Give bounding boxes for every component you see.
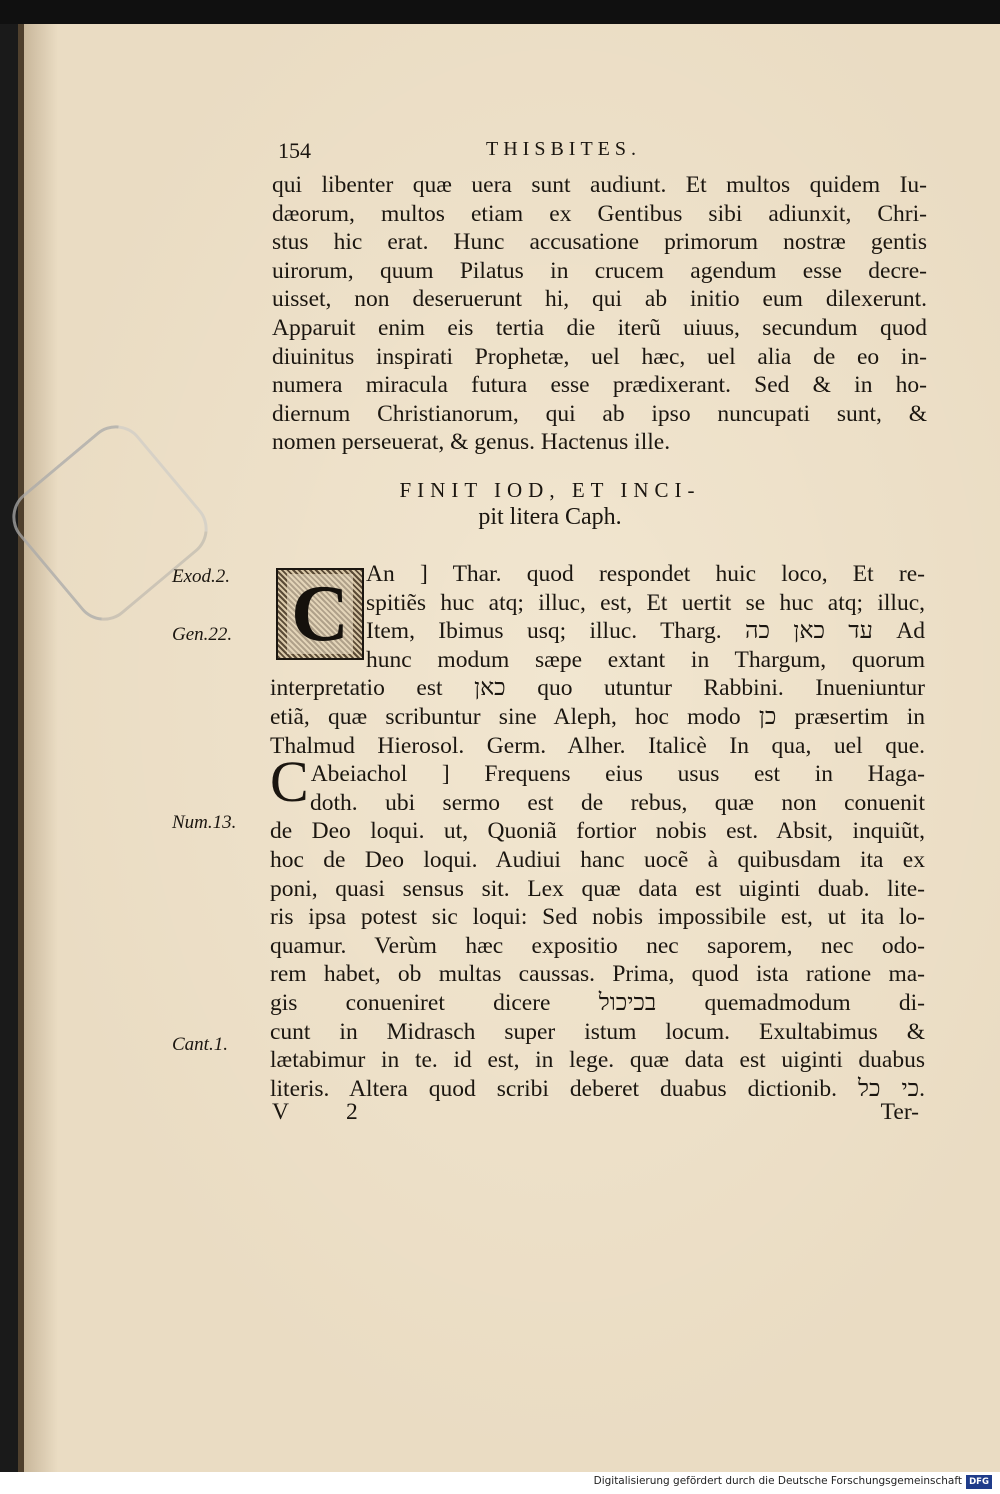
text-line: uirorum, quum Pilatus in crucem agendum esse decre-	[272, 257, 927, 284]
text-line: nomen perseuerat, & genus. Hactenus ille.	[272, 429, 671, 456]
text-line: interpretatio est כאן quo utuntur Rabbini. Inueniuntur	[270, 675, 925, 702]
text-line: Apparuit enim eis tertia die iterũ uiuus, secundum quod	[272, 314, 927, 341]
text-line: gis conueniret dicere בכיכול quemadmodum di-	[270, 989, 925, 1016]
margin-note-exod: Exod.2.	[172, 566, 231, 587]
text-span: Abeiachol ] Frequens eius usus est in Haga-	[310, 761, 925, 788]
text-line: doth. ubi sermo est de rebus, quæ non conuenit	[310, 789, 925, 816]
paragraph-1	[272, 171, 927, 457]
text-line: rem habet, ob multas caussas. Prima, quod ista ratione ma-	[270, 961, 925, 988]
text-line: cunt in Midrasch super istum locum. Exultabimus &	[270, 1018, 925, 1045]
text-line: lætabimur in te. id est, in lege. quæ data est uiginti duabus	[270, 1047, 925, 1074]
text-line: de Deo loqui. ut, Quoniã fortior nobis est. Absit, inquiũt,	[270, 818, 925, 845]
text-line: An ] Thar. quod respondet huic loco, Et re-	[366, 561, 925, 587]
text-line: Thalmud Hierosol. Germ. Alher. Italicè In qua, uel que.	[270, 732, 925, 759]
large-initial-c: C	[270, 749, 309, 815]
margin-note-gen: Gen.22.	[172, 624, 233, 645]
text-line: uisset, non deseruerunt hi, qui ab initio eum dilexerunt.	[272, 286, 927, 313]
page-header	[278, 138, 698, 168]
text-line: diernum Christianorum, qui ab ipso nuncupati sunt, &	[272, 400, 927, 427]
text-line: Item, Ibimus usq; illuc. Tharg. עד כאן כה Ad	[366, 618, 926, 645]
page-signature	[270, 1099, 925, 1129]
paragraph-2	[270, 560, 925, 1103]
text-line: literis. Altera quod scribi deberet duabus dictionib. כי כל.	[270, 1075, 925, 1102]
text-line: spitiẽs huc atq; illuc, est, Et uertit se huc atq; illuc,	[366, 589, 925, 616]
catchword: Ter-	[880, 1099, 919, 1125]
text-line: hunc modum sæpe extant in Thargum, quorum	[366, 646, 925, 673]
section-title-line-1: FINIT IOD, ET INCI-	[399, 478, 701, 502]
section-title-line-2: pit litera Caph.	[478, 504, 622, 530]
text-line: poni, quasi sensus sit. Lex quæ data est uiginti duab. lite-	[270, 875, 925, 902]
text-line: quamur. Verùm hæc expositio nec saporem, nec odo-	[270, 932, 925, 959]
digitization-credit: Digitalisierung gefördert durch die Deutsche Forschungsgemeinschaft	[593, 1475, 962, 1487]
text-line: dæorum, multos etiam ex Gentibus sibi adiunxit, Chri-	[272, 200, 927, 227]
page-number: 154	[278, 138, 311, 163]
text-line: hoc de Deo loqui. Audiui hanc uocẽ à quibusdam ita ex	[270, 846, 925, 873]
dfg-logo-icon: DFG	[966, 1475, 992, 1489]
text-line: ris ipsa potest sic loqui: Sed nobis impossibile est, ut ita lo-	[270, 904, 925, 931]
signature-mark: V	[272, 1099, 289, 1125]
text-line: numera miracula futura esse prædixerant. Sed & in ho-	[272, 372, 927, 399]
text-line: diuinitus inspirati Prophetæ, uel hæc, uel alia de eo in-	[272, 343, 927, 370]
signature-number: 2	[346, 1099, 358, 1125]
text-line: etiã, quæ scribuntur sine Aleph, hoc modo כן præsertim in	[270, 703, 925, 730]
scan-top-border	[0, 0, 1000, 24]
running-title: THISBITES.	[486, 138, 641, 160]
text-line: qui libenter quæ uera sunt audiunt. Et multos quidem Iu-	[272, 172, 927, 198]
margin-note-cant: Cant.1.	[172, 1034, 228, 1055]
text-line: stus hic erat. Hunc accusatione primorum nostræ gentis	[272, 229, 927, 256]
margin-note-num: Num.13.	[172, 812, 237, 833]
initial-letter: C	[287, 574, 353, 654]
